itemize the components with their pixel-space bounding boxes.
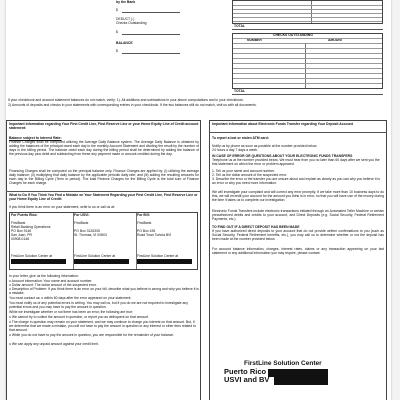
letter-intro: In your letter, give us the following information: [9,274,79,278]
balance-subject-heading: Balance subject to Interest Rate: [9,136,62,140]
puerto-rico-label: Puerto Rico [224,367,267,376]
eft-list-item: 2. Tell us the dollar amount of the suspected error. [212,173,288,177]
address-line: Retail Banking Operations [11,225,51,229]
investigation-paragraph: We will investigate your complaint and will correct any error promptly. If we take more than 10 business days to do this, we will recredit your account for the amount you think is in error, so that you will have use of the money during the time it takes us to complete our investigation. [212,190,384,202]
checks-outstanding-label: Checks Outstanding [116,21,147,25]
letter-item: You must contact us: o within 60 days after the error appeared on your statement. [9,296,132,300]
redacted-phone [137,259,192,264]
usvi-heading: For USVI: [74,213,90,217]
amount-line [122,34,180,35]
eft-definition-paragraph: Electronic Funds Transfers include electronic transactions initiated through an Automated Teller Machine or certain preauthorized debits and credits to your account, and Direct Deposits (e.g. Social Security, Federal Retirement Payments, etc.). [212,209,384,221]
checks-outstanding-header: CHECKS OUTSTANDING [273,33,313,37]
letter-item: o Account information: Your name and account number. [9,279,93,283]
solution-center-line: FirstLine Solution Center at [137,254,179,258]
address-line: Road Town Tortola BVI [137,233,172,237]
direct-deposit-paragraph: If you have authorized direct deposits to your account that do not provide written confirmations to you (such as Social Security, Federal Retirement benefits, etc.), you may call us to determine whether or not the deposit has been made at the number provided below. [212,229,384,241]
address-line: PO Box 435 [137,229,156,233]
letter-item: o Description of Problem: If you think there is an error on your bill, describe what you believe is wrong and why you believe it is a mistake. [9,287,199,295]
address-line: FirstBank [11,221,26,225]
redacted-phone-usvi [274,377,328,385]
letter-item: o The charge in question may remain on your statement, and we may continue to charge you interest on that amount. But, if we determine that we made a mistake, you will not have to pay the amount in question or any interest or other fees related to that amount. [9,320,196,332]
deposits-table [232,0,383,24]
redacted-phone [11,259,66,264]
checks-outstanding-table [232,33,383,89]
bvi-heading: For BVI: [137,213,151,217]
error-contact-paragraph: If you think there is an error on your statement, write to us or call us at: [9,205,115,209]
hours-text: 24 hours a day 7 days a week. [212,148,258,152]
dollar-sign: $ [116,30,118,34]
report-lost-card-heading: To report a lost or stolen ATM card: [212,136,269,140]
address-line: San Juan, PR [11,233,32,237]
reconcile-instruction-2: 2).Amounts of deposits and checks in your statements with corresponding entries in your checkbook. If the two balances still do not match, visit us with all documents. [8,103,257,107]
error-questions-paragraph: Telephone us at the number provided below. We must hear from you no later than 60 days after we sent you the first statement on which the error or problem appeared. [212,158,380,166]
letter-item: While we investigate whether or not there has been an error, the following are true: [9,310,134,314]
number-column-header: NUMBER [247,38,262,42]
letter-item: o We can apply any unpaid amount against your credit limit. [9,342,99,346]
letter-item: o While you do not have to pay the amount in question, you are responsible for the remainder of your balance. [9,333,175,337]
amount-line [122,53,180,54]
direct-deposit-heading: TO FIND OUT IF A DIRECT DEPOSIT HAS BEEN MADE [212,225,300,229]
finance-charges-paragraph: Finance Charges shall be computed utilizing the Average Daily Balance system. The Average Daily Balance is obtained by adding the balances of the principal owed each day in the monthly Account Statement and dividing the result by the number of days in the billing period. The balance owed each day during the billing period shall be determined by adding the balance of the previous day plus debit and subtracting from these any payment made or amount credited during the day. [9,140,199,156]
solution-center-line: FirstLine Solution Center at [74,254,116,258]
finance-charges-paragraph-2: Financing Charges shall be computed on the principal balance only. Finance Charges are applied by: (i) utilizing the average daily balance; (ii) multiplying that daily balance by the applicable periodic daily rate; and (iii) adding the resulting amounts for each day in the Billing Cycle (Term or period). The total Finance Charges for the Billing Cycle is the total sum of Finance Charges for each charge. [9,169,199,185]
redacted-phone-pr [268,369,328,377]
letter-item: You must notify us of any potential errors in writing. You may call us, but if you do we are not required to investigate any potential errors and you may have to pay the amount in question. [9,301,188,309]
amount-line [122,12,180,13]
usvi-bvi-label: USVI and BV [224,375,270,384]
report-lost-card-text: Notify us by phone as soon as possible at the number provided below. [212,144,318,148]
eft-title: Important information about Electronic Funds Transfer regarding Your Deposit Account [212,122,353,126]
credit-line-title: Important information regarding Your First Credit Line, First Reserve Line or your Home Equity Line of Credit account statement: [9,122,199,130]
eft-list-item: 3. Describe the error or the transfer you are unsure about and explain as clearly as you can why you believe it is an error or why you need more information. [212,177,380,185]
dollar-sign: $ [116,49,118,53]
error-questions-heading: IN CASE OF ERROR OR QUESTIONS ABOUT YOUR ELECTRONIC FUNDS TRANSFERS [212,154,353,158]
puerto-rico-heading: For Puerto Rico: [11,213,38,217]
dollar-sign: $ [116,8,118,12]
amount-column-header: AMOUNT [328,38,343,42]
address-line: St. Thomas, VI 00803 [74,233,107,237]
letter-item: o We cannot try to collect the amount in question, or report you as delinquent on that amount. [9,315,149,319]
address-line: FirstBank [74,221,89,225]
letter-item: o Dollar amount: The dollar amount of the suspected error. [9,283,97,287]
mistake-title: What to Do If You Think You Find a Mistake on Your Statement Regarding your First Credit Line, First Reserve Line or your Home Equity Line of Credit: [9,193,198,201]
solution-center-line: FirstLine Solution Center at [11,254,53,258]
address-line: PO Box 3126335 [74,229,100,233]
solution-center-title: FirstLine Solution Center [244,360,322,367]
reconcile-instruction-1: If your checkbook and account statement balances do not match, verify: 1). All additions and subtractions in your above computations and in your checkbook. [8,98,244,102]
address-line: PO Box 9146 [11,229,32,233]
by-the-bank-label: by the Bank [116,0,136,4]
contact-paragraph: For account balance information, charges, interest rates, claims or any transaction appearing on your last statement or any additional information you may require, please contact: [212,247,384,255]
deduct-label: DEDUCT (-) [116,17,135,21]
address-line: FirstBank [137,221,152,225]
address-line: 00908-0146 [11,237,30,241]
total-label: TOTAL [234,89,245,93]
redacted-phone [74,259,129,264]
balance-label: BALANCE [116,41,133,45]
eft-list-item: 1. Tell us your name and account number. [212,169,275,173]
statement-page [6,0,391,400]
total-label: TOTAL [234,24,245,28]
